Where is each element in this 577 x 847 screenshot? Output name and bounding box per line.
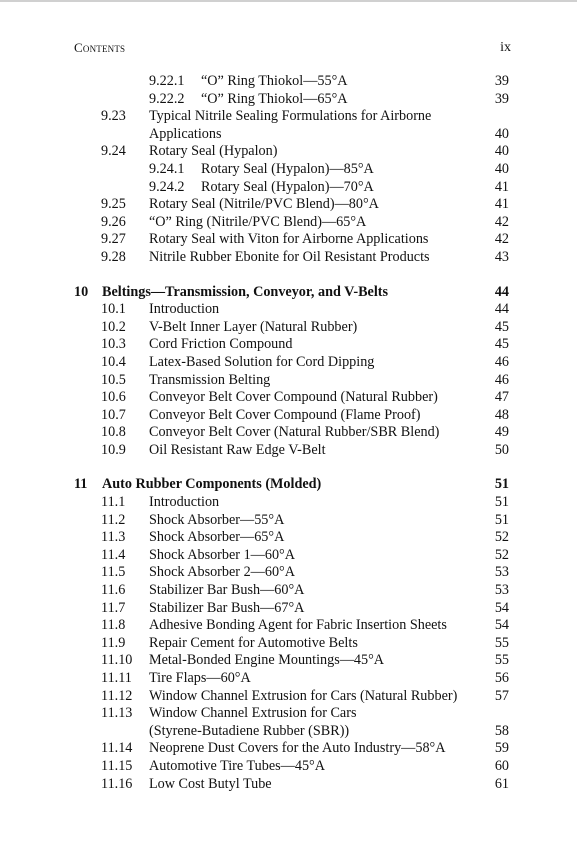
entry-page-number: 46	[494, 371, 509, 388]
entry-title: Rotary Seal (Hypalon)	[149, 143, 278, 160]
entry-page-number: 50	[494, 441, 509, 458]
entry-page-number: 54	[494, 599, 509, 616]
entry-number: 10.1	[101, 301, 126, 318]
entry-title: Rotary Seal (Hypalon)—70°A	[201, 178, 374, 195]
entry-title: “O” Ring Thiokol—65°A	[201, 90, 348, 107]
toc-entry[interactable]	[0, 776, 577, 794]
toc-entry[interactable]	[0, 179, 577, 197]
toc-entry[interactable]	[0, 705, 577, 723]
entry-number: 11.14	[101, 740, 133, 757]
entry-title: Applications	[149, 125, 222, 142]
entry-title: V-Belt Inner Layer (Natural Rubber)	[149, 318, 358, 335]
entry-title: Neoprene Dust Covers for the Auto Industry—58°A	[149, 740, 446, 757]
entry-number: 11.1	[101, 494, 126, 511]
entry-number: 10.7	[101, 406, 126, 423]
entry-title: Window Channel Extrusion for Cars	[149, 705, 357, 722]
toc-entry[interactable]	[0, 143, 577, 161]
entry-title: Automotive Tire Tubes—45°A	[149, 757, 325, 774]
toc-entry[interactable]	[0, 723, 577, 741]
entry-page-number: 44	[494, 283, 509, 300]
page-header	[74, 40, 511, 56]
entry-title: Beltings—Transmission, Conveyor, and V-Belts	[102, 283, 389, 300]
entry-page-number: 57	[494, 687, 509, 704]
table-of-contents	[0, 73, 577, 793]
entry-page-number: 61	[494, 775, 509, 792]
entry-title: Introduction	[149, 301, 220, 318]
entry-title: “O” Ring Thiokol—55°A	[201, 73, 348, 89]
entry-title: Shock Absorber 2—60°A	[149, 564, 295, 581]
toc-entry[interactable]	[0, 73, 577, 91]
entry-number: 9.24	[101, 143, 126, 160]
entry-title: Stabilizer Bar Bush—60°A	[149, 582, 305, 599]
entry-title: Stabilizer Bar Bush—67°A	[149, 599, 305, 616]
entry-page-number: 45	[494, 336, 509, 353]
entry-number: 11.15	[101, 757, 133, 774]
entry-title: “O” Ring (Nitrile/PVC Blend)—65°A	[149, 213, 367, 230]
entry-title: Shock Absorber 1—60°A	[149, 546, 295, 563]
entry-number: 9.27	[101, 231, 126, 248]
entry-page-number: 60	[494, 757, 509, 774]
entry-page-number: 51	[494, 476, 509, 493]
entry-page-number: 53	[494, 582, 509, 599]
section-gap	[0, 459, 577, 476]
entry-title: Conveyor Belt Cover Compound (Flame Proof)	[149, 406, 421, 423]
entry-number: 10.6	[101, 389, 126, 406]
entry-page-number: 49	[494, 424, 509, 441]
toc-entry[interactable]	[0, 389, 577, 407]
entry-number: 11.13	[101, 705, 133, 722]
toc-entry[interactable]	[0, 161, 577, 179]
entry-number: 11.12	[101, 687, 133, 704]
section-gap	[0, 267, 577, 284]
entry-number: 10.9	[101, 441, 126, 458]
entry-page-number: 41	[494, 178, 509, 195]
entry-page-number: 42	[494, 231, 509, 248]
entry-page-number: 55	[494, 652, 509, 669]
entry-title: Conveyor Belt Cover (Natural Rubber/SBR Blend)	[149, 424, 440, 441]
entry-title: Oil Resistant Raw Edge V-Belt	[149, 441, 326, 458]
entry-number: 11.5	[101, 564, 126, 581]
entry-number: 9.25	[101, 196, 126, 213]
entry-title: Auto Rubber Components (Molded)	[102, 476, 322, 493]
toc-entry[interactable]	[0, 319, 577, 337]
entry-title: Tire Flaps—60°A	[149, 670, 251, 686]
entry-page-number: 45	[494, 318, 509, 335]
entry-page-number: 58	[494, 722, 509, 739]
entry-number: 10	[74, 283, 89, 300]
entry-number: 9.28	[101, 248, 126, 265]
entry-page-number: 39	[494, 73, 509, 89]
toc-chapter-entry[interactable]	[0, 476, 577, 494]
toc-entry[interactable]	[0, 424, 577, 442]
toc-entry[interactable]	[0, 688, 577, 706]
toc-entry[interactable]	[0, 196, 577, 214]
entry-number: 11.16	[101, 775, 133, 792]
page-number: ix	[500, 40, 511, 55]
toc-entry[interactable]	[0, 740, 577, 758]
entry-page-number: 51	[494, 511, 509, 528]
toc-entry[interactable]	[0, 600, 577, 618]
entry-number: 10.5	[101, 371, 126, 388]
entry-title: Metal-Bonded Engine Mountings—45°A	[149, 652, 385, 669]
toc-entry[interactable]	[0, 91, 577, 109]
entry-page-number: 41	[494, 196, 509, 213]
entry-page-number: 51	[494, 494, 509, 511]
entry-page-number: 40	[494, 125, 509, 142]
running-head: Contents	[74, 40, 126, 55]
entry-title: Transmission Belting	[149, 371, 271, 388]
toc-entry[interactable]	[0, 758, 577, 776]
entry-page-number: 46	[494, 353, 509, 370]
entry-title: Typical Nitrile Sealing Formulations for Airborne	[149, 108, 432, 125]
toc-entry[interactable]	[0, 249, 577, 267]
entry-page-number: 56	[494, 670, 509, 686]
page-top-edge	[0, 0, 577, 2]
entry-number: 11.4	[101, 546, 126, 563]
toc-entry[interactable]	[0, 635, 577, 653]
entry-page-number: 54	[494, 617, 509, 634]
toc-entry[interactable]	[0, 442, 577, 460]
toc-entry[interactable]	[0, 372, 577, 390]
entry-page-number: 43	[494, 248, 509, 265]
toc-entry[interactable]	[0, 547, 577, 565]
toc-entry[interactable]	[0, 670, 577, 688]
entry-number: 11.2	[101, 511, 126, 528]
toc-entry[interactable]	[0, 231, 577, 249]
entry-page-number: 59	[494, 740, 509, 757]
entry-number: 9.26	[101, 213, 126, 230]
entry-page-number: 40	[494, 160, 509, 177]
entry-number: 9.22.1	[149, 73, 185, 89]
entry-page-number: 52	[494, 529, 509, 546]
entry-title: Nitrile Rubber Ebonite for Oil Resistant Products	[149, 248, 430, 265]
entry-number: 11	[74, 476, 88, 493]
entry-number: 11.3	[101, 529, 126, 546]
toc-entry[interactable]	[0, 529, 577, 547]
entry-number: 10.3	[101, 336, 126, 353]
entry-number: 11.8	[101, 617, 126, 634]
entry-number: 11.10	[101, 652, 133, 669]
toc-entry[interactable]	[0, 617, 577, 635]
entry-number: 10.8	[101, 424, 126, 441]
toc-entry[interactable]	[0, 301, 577, 319]
toc-entry[interactable]	[0, 214, 577, 232]
toc-entry[interactable]	[0, 494, 577, 512]
entry-page-number: 47	[494, 389, 509, 406]
entry-number: 9.23	[101, 108, 126, 125]
entry-page-number: 48	[494, 406, 509, 423]
entry-title: Rotary Seal with Viton for Airborne Applications	[149, 231, 429, 248]
entry-page-number: 39	[494, 90, 509, 107]
toc-entry[interactable]	[0, 407, 577, 425]
entry-number: 10.4	[101, 353, 126, 370]
toc-entry[interactable]	[0, 582, 577, 600]
toc-entry[interactable]	[0, 126, 577, 144]
entry-page-number: 44	[494, 301, 509, 318]
entry-title: Rotary Seal (Nitrile/PVC Blend)—80°A	[149, 196, 379, 213]
toc-entry[interactable]	[0, 108, 577, 126]
entry-number: 11.9	[101, 634, 126, 651]
entry-title: Window Channel Extrusion for Cars (Natural Rubber)	[149, 687, 458, 704]
entry-page-number: 42	[494, 213, 509, 230]
toc-entry[interactable]	[0, 512, 577, 530]
entry-title: Conveyor Belt Cover Compound (Natural Rubber)	[149, 389, 438, 406]
entry-number: 11.6	[101, 582, 126, 599]
entry-number: 10.2	[101, 318, 126, 335]
toc-entry[interactable]	[0, 564, 577, 582]
entry-page-number: 52	[494, 546, 509, 563]
entry-title: Low Cost Butyl Tube	[149, 775, 272, 792]
entry-title: Rotary Seal (Hypalon)—85°A	[201, 160, 374, 177]
entry-number: 11.11	[101, 670, 132, 686]
entry-title: Introduction	[149, 494, 220, 511]
toc-entry[interactable]	[0, 652, 577, 670]
entry-number: 9.24.2	[149, 178, 185, 195]
toc-entry[interactable]	[0, 354, 577, 372]
entry-title: Repair Cement for Automotive Belts	[149, 634, 358, 651]
entry-title: Shock Absorber—65°A	[149, 529, 285, 546]
entry-page-number: 53	[494, 564, 509, 581]
entry-page-number: 40	[494, 143, 509, 160]
entry-title: Shock Absorber—55°A	[149, 511, 285, 528]
entry-number: 9.24.1	[149, 160, 185, 177]
entry-title: (Styrene-Butadiene Rubber (SBR))	[149, 722, 350, 739]
entry-title: Cord Friction Compound	[149, 336, 293, 353]
entry-page-number: 55	[494, 634, 509, 651]
toc-chapter-entry[interactable]	[0, 284, 577, 302]
entry-number: 9.22.2	[149, 90, 185, 107]
entry-title: Latex-Based Solution for Cord Dipping	[149, 353, 375, 370]
toc-entry[interactable]	[0, 336, 577, 354]
entry-title: Adhesive Bonding Agent for Fabric Insertion Sheets	[149, 617, 447, 634]
entry-number: 11.7	[101, 599, 126, 616]
